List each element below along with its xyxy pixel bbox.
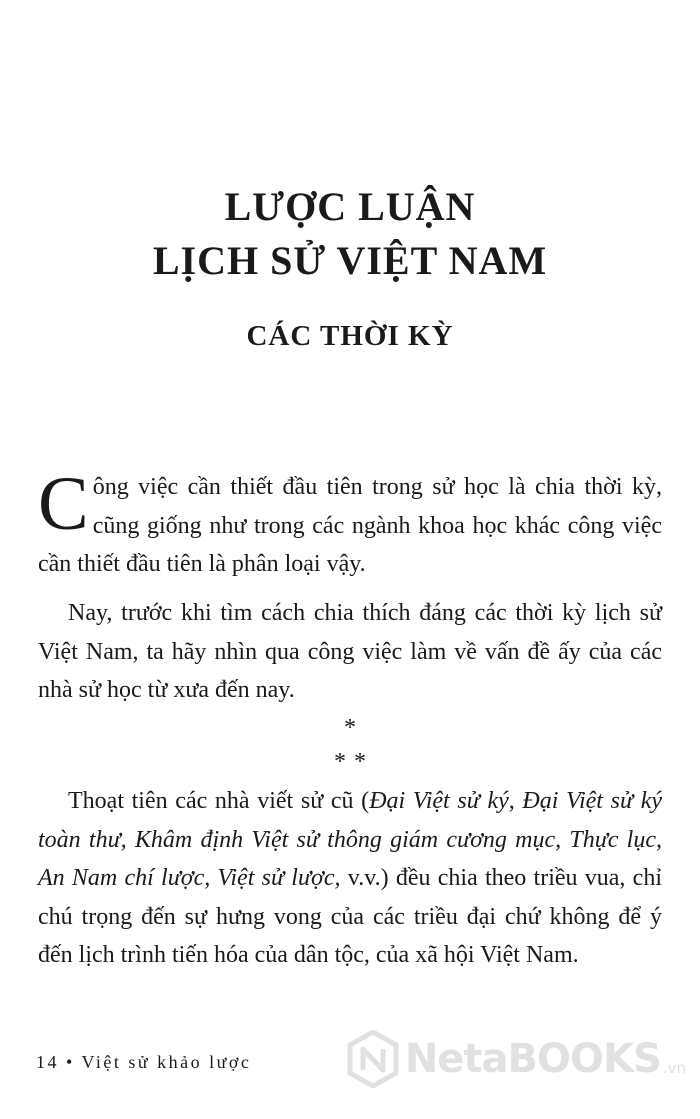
watermark xyxy=(347,1030,686,1088)
watermark-text: NetaBOOKS xyxy=(404,1036,661,1082)
section-separator-top: * xyxy=(344,715,356,741)
paragraph-3-rest: v.v.) đều chia theo triều vua, chỉ chú trọng đến sự hưng vong của các triều đại chứ không để ý đến lịch trình tiến hóa của dân tộc, của xã hội Việt Nam. xyxy=(38,865,662,968)
paragraph-3 xyxy=(38,782,662,975)
chapter-subtitle: CÁC THỜI KỲ xyxy=(246,320,454,352)
paragraph-1 xyxy=(38,462,662,584)
chapter-title-line-1: LƯỢC LUẬN xyxy=(224,184,476,229)
drop-cap: C xyxy=(38,462,89,546)
paragraph-2: Nay, trước khi tìm cách chia thích đáng các thời kỳ lịch sử Việt Nam, ta hãy nhìn qua công việc làm về vấn đề ấy của các nhà sử học từ xưa đến nay. xyxy=(38,600,662,703)
section-separator-bottom: ** xyxy=(334,749,374,775)
chapter-title-line-2: LỊCH SỬ VIỆT NAM xyxy=(152,238,548,283)
paragraph-1-text: ông việc cần thiết đầu tiên trong sử học là chia thời kỳ, cũng giống như trong các ngành khoa học khác công việc cần thiết đầu tiên là phân loại vậy. xyxy=(38,474,662,577)
paragraph-3-intro: Thoạt tiên các nhà viết sử cũ ( xyxy=(68,788,370,814)
hexagon-logo-icon xyxy=(347,1030,399,1088)
page-footer: 14 • Việt sử khảo lược xyxy=(36,1052,252,1072)
paragraph-3-works: Đại Việt sử ký, Đại Việt sử ký toàn thư, Khâm định Việt sử thông giám cương mục, Thực lục, An Nam chí lược, Việt sử lược, xyxy=(38,788,663,891)
watermark-suffix: .vn xyxy=(662,1059,686,1077)
